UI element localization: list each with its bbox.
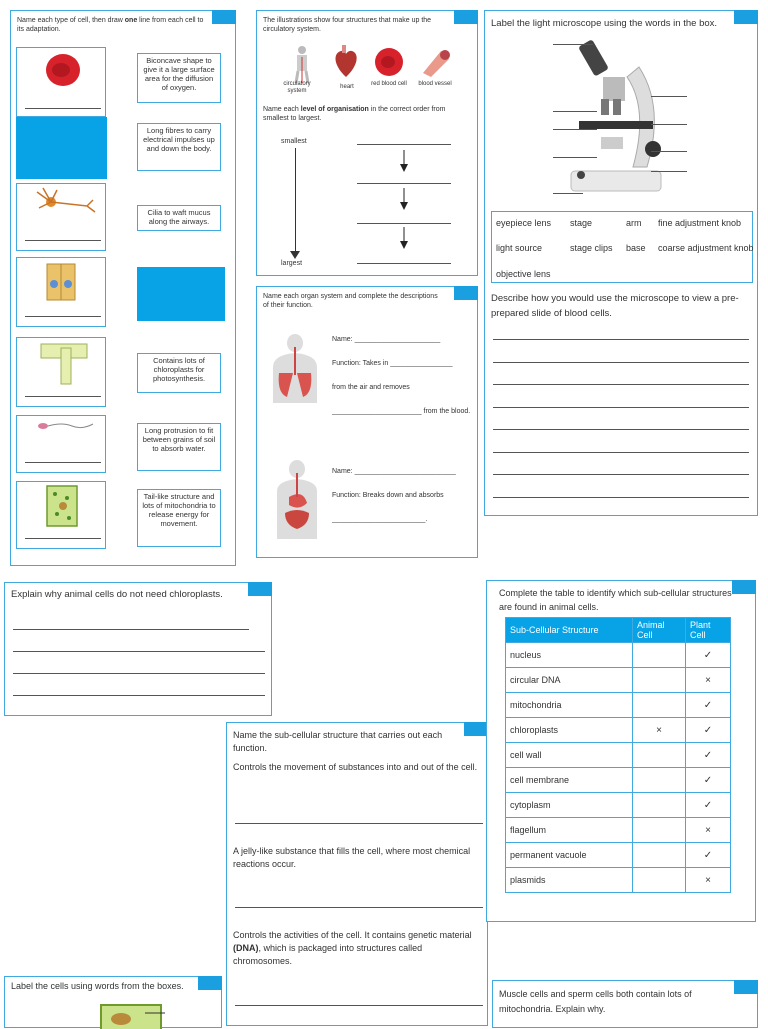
- panel-corner-tab: [732, 580, 756, 594]
- chloroplasts-question: Explain why animal cells do not need chloroplasts.: [11, 589, 223, 600]
- function-line-2: ________________________.: [332, 516, 428, 523]
- table-row: [506, 793, 731, 818]
- digestive-system-icon: [269, 459, 325, 539]
- table-instruction: Complete the table to identify which sub-cellular structures are found in animal cells.: [499, 588, 732, 612]
- animal-cell-mark[interactable]: [633, 668, 686, 693]
- structure-name-cell: flagellum: [506, 818, 633, 843]
- animal-cell-mark[interactable]: [633, 768, 686, 793]
- answer-line[interactable]: [493, 497, 749, 498]
- arrow-line: [295, 148, 296, 254]
- heart-icon: [331, 45, 361, 81]
- red-blood-cell-small-icon: [373, 47, 405, 79]
- animal-cell-mark[interactable]: [633, 868, 686, 893]
- panel-corner-tab: [212, 10, 236, 24]
- word: stage: [570, 218, 593, 228]
- word: eyepiece lens: [496, 218, 552, 228]
- answer-line[interactable]: [493, 474, 749, 475]
- answer-line[interactable]: [493, 407, 749, 408]
- table-row: [506, 718, 731, 743]
- structure-name-cell: plasmids: [506, 868, 633, 893]
- animal-cell-mark[interactable]: ×: [633, 718, 686, 743]
- label-line[interactable]: [651, 96, 687, 97]
- function-text-2: Function: Breaks down and absorbs: [332, 492, 444, 499]
- sub-cellular-function-panel: [226, 722, 488, 1026]
- answer-line[interactable]: [13, 695, 265, 696]
- panel-corner-tab: [464, 722, 488, 736]
- describe-question: Describe how you would use the microscope to view a pre-prepared slide of blood cells.: [491, 293, 739, 319]
- table-row: [506, 768, 731, 793]
- animal-cell-mark[interactable]: [633, 693, 686, 718]
- panel-corner-tab: [734, 10, 758, 24]
- down-arrow-icon: [400, 188, 408, 210]
- label-line[interactable]: [553, 111, 597, 112]
- table-row: [506, 668, 731, 693]
- plant-cell-mark: ×: [686, 868, 731, 893]
- table-row: [506, 843, 731, 868]
- microscope-panel: [484, 10, 758, 516]
- structure-name-cell: cytoplasm: [506, 793, 633, 818]
- panel-corner-tab: [454, 286, 478, 300]
- function-q1: Controls the movement of substances into and out of the cell.: [233, 762, 478, 772]
- answer-line[interactable]: [25, 396, 101, 397]
- plant-cell-mark: ×: [686, 818, 731, 843]
- table-row: [506, 868, 731, 893]
- answer-line[interactable]: [13, 673, 265, 674]
- name-label-2: Name: __________________________: [332, 468, 456, 475]
- header-plant: Plant Cell: [686, 618, 731, 643]
- label-line[interactable]: [651, 171, 687, 172]
- word: base: [626, 243, 646, 253]
- animal-cell-mark[interactable]: [633, 743, 686, 768]
- microscope-icon: [561, 37, 671, 197]
- panel-corner-tab: [248, 582, 272, 596]
- answer-line[interactable]: [357, 263, 451, 264]
- label-line[interactable]: [553, 129, 597, 130]
- plant-cell-mark: ×: [686, 668, 731, 693]
- levels-of-organisation-panel: [256, 10, 478, 276]
- animal-cell-mark[interactable]: [633, 793, 686, 818]
- answer-line[interactable]: [493, 452, 749, 453]
- structure-label: red blood cell: [371, 81, 407, 87]
- plant-cell-mark: ✓: [686, 743, 731, 768]
- table-row: [506, 818, 731, 843]
- plant-cell-mark: ✓: [686, 718, 731, 743]
- answer-line[interactable]: [25, 108, 101, 109]
- structure-label: blood vessel: [418, 81, 452, 87]
- plant-cell-mark: ✓: [686, 643, 731, 668]
- answer-line[interactable]: [13, 629, 249, 630]
- label-cells-panel: [4, 976, 222, 1028]
- label-line[interactable]: [651, 151, 687, 152]
- answer-line[interactable]: [25, 462, 101, 463]
- animal-cell-mark[interactable]: [633, 843, 686, 868]
- name-label-1: Name: ______________________: [332, 336, 441, 343]
- adaptation-box: Long fibres to carry electrical impulses up and down the body.: [137, 123, 221, 171]
- plant-cell-mark: ✓: [686, 843, 731, 868]
- structure-name-cell: cell wall: [506, 743, 633, 768]
- answer-line[interactable]: [357, 183, 451, 184]
- function-q2: A jelly-like substance that fills the cell, where most chemical reactions occur.: [233, 846, 471, 869]
- cell-box-nerve-cell: [16, 183, 106, 251]
- plant-cell-diagram-icon: [95, 999, 165, 1029]
- structure-name-cell: chloroplasts: [506, 718, 633, 743]
- answer-line[interactable]: [493, 362, 749, 363]
- structure-name-cell: mitochondria: [506, 693, 633, 718]
- answer-line[interactable]: [235, 823, 483, 824]
- cell-box-red-blood-cell: [16, 47, 106, 117]
- adaptation-box: Tail-like structure and lots of mitochondria to release energy for movement.: [137, 489, 221, 547]
- answer-line[interactable]: [25, 316, 101, 317]
- word: coarse adjustment knob: [658, 243, 754, 253]
- answer-line[interactable]: [357, 223, 451, 224]
- word: arm: [626, 218, 642, 228]
- cell-box-plant-cell: [16, 481, 106, 549]
- word: fine adjustment knob: [658, 218, 742, 228]
- circulatory-instruction: The illustrations show four structures that make up the circulatory system.: [263, 17, 432, 33]
- function-instruction: Name the sub-cellular structure that carries out each function.: [233, 730, 443, 753]
- word: light source: [496, 243, 543, 253]
- plant-cell-mark: ✓: [686, 793, 731, 818]
- answer-line[interactable]: [235, 907, 483, 908]
- structure-label: heart: [340, 84, 354, 90]
- order-instruction: Name each level of organisation in the correct order from smallest to largest.: [263, 106, 446, 122]
- adaptation-box: Long protrusion to fit between grains of soil to absorb water.: [137, 423, 221, 471]
- word: objective lens: [496, 269, 551, 279]
- adaptation-box-hidden: [137, 267, 225, 321]
- function-q3: Controls the activities of the cell. It contains genetic material (DNA), which is packaged into structures called chromosomes.: [233, 930, 472, 966]
- sperm-cell-icon: [17, 416, 105, 472]
- header-structure: Sub-Cellular Structure: [506, 618, 633, 643]
- cell-box-hidden: [16, 117, 107, 179]
- function-text-1b: from the air and removes: [332, 384, 410, 391]
- function-text-1c: _______________________ from the blood.: [332, 408, 471, 415]
- circulatory-system-icon: [287, 45, 317, 85]
- sub-cellular-table: [505, 617, 731, 893]
- label-line[interactable]: [553, 193, 583, 194]
- answer-line[interactable]: [25, 538, 101, 539]
- plant-cell-mark: ✓: [686, 693, 731, 718]
- label-line[interactable]: [553, 44, 593, 45]
- smallest-label: smallest: [281, 138, 307, 145]
- table-row: [506, 643, 731, 668]
- cell-box-palisade-cell: [16, 337, 106, 407]
- organ-systems-instruction: Name each organ system and complete the descriptions of their function.: [263, 293, 438, 309]
- answer-line[interactable]: [235, 1005, 483, 1006]
- function-text-1a: Function: Takes in ________________: [332, 360, 453, 367]
- table-header-row: [506, 618, 731, 643]
- label-line[interactable]: [651, 124, 687, 125]
- answer-line[interactable]: [493, 384, 749, 385]
- mitochondria-question: Muscle cells and sperm cells both contain lots of mitochondria. Explain why.: [499, 989, 692, 1014]
- down-arrow-icon: [400, 227, 408, 249]
- adaptation-box: Biconcave shape to give it a large surface area for the diffusion of oxygen.: [137, 53, 221, 103]
- table-row: [506, 743, 731, 768]
- adaptation-box: Cilia to waft mucus along the airways.: [137, 205, 221, 231]
- plant-cell-mark: ✓: [686, 768, 731, 793]
- table-row: [506, 693, 731, 718]
- answer-line[interactable]: [13, 651, 265, 652]
- word-box: [491, 211, 753, 283]
- cell-adaptation-instruction: Name each type of cell, then draw one line from each cell to its adaptation.: [17, 17, 204, 33]
- animal-cell-mark[interactable]: [633, 643, 686, 668]
- label-line[interactable]: [553, 157, 597, 158]
- microscope-instruction: Label the light microscope using the words in the box.: [491, 18, 718, 29]
- cell-box-ciliated-cell: [16, 257, 106, 327]
- mitochondria-question-panel: [492, 980, 758, 1028]
- chloroplasts-question-panel: [4, 582, 272, 716]
- largest-label: largest: [281, 260, 303, 267]
- answer-line[interactable]: [25, 240, 101, 241]
- answer-line[interactable]: [493, 429, 749, 430]
- organ-systems-panel: [256, 286, 478, 558]
- cell-box-sperm-cell: [16, 415, 106, 473]
- answer-line[interactable]: [357, 144, 451, 145]
- cell-adaptation-panel: [10, 10, 236, 566]
- structure-name-cell: nucleus: [506, 643, 633, 668]
- label-cells-instruction: Label the cells using words from the boxes.: [11, 981, 184, 991]
- red-blood-cell-icon: [17, 48, 105, 116]
- adaptation-box: Contains lots of chloroplasts for photosynthesis.: [137, 353, 221, 393]
- structure-name-cell: circular DNA: [506, 668, 633, 693]
- structure-name-cell: permanent vacuole: [506, 843, 633, 868]
- arrow-head-icon: [290, 251, 300, 259]
- panel-corner-tab: [734, 980, 758, 994]
- sub-cellular-table-panel: [486, 580, 756, 922]
- word: stage clips: [570, 243, 613, 253]
- answer-line[interactable]: [493, 339, 749, 340]
- down-arrow-icon: [400, 150, 408, 172]
- header-animal: Animal Cell: [633, 618, 686, 643]
- structure-label: circulatory system: [283, 81, 311, 94]
- respiratory-system-icon: [263, 333, 327, 403]
- blood-vessel-icon: [419, 47, 451, 79]
- structure-name-cell: cell membrane: [506, 768, 633, 793]
- animal-cell-mark[interactable]: [633, 818, 686, 843]
